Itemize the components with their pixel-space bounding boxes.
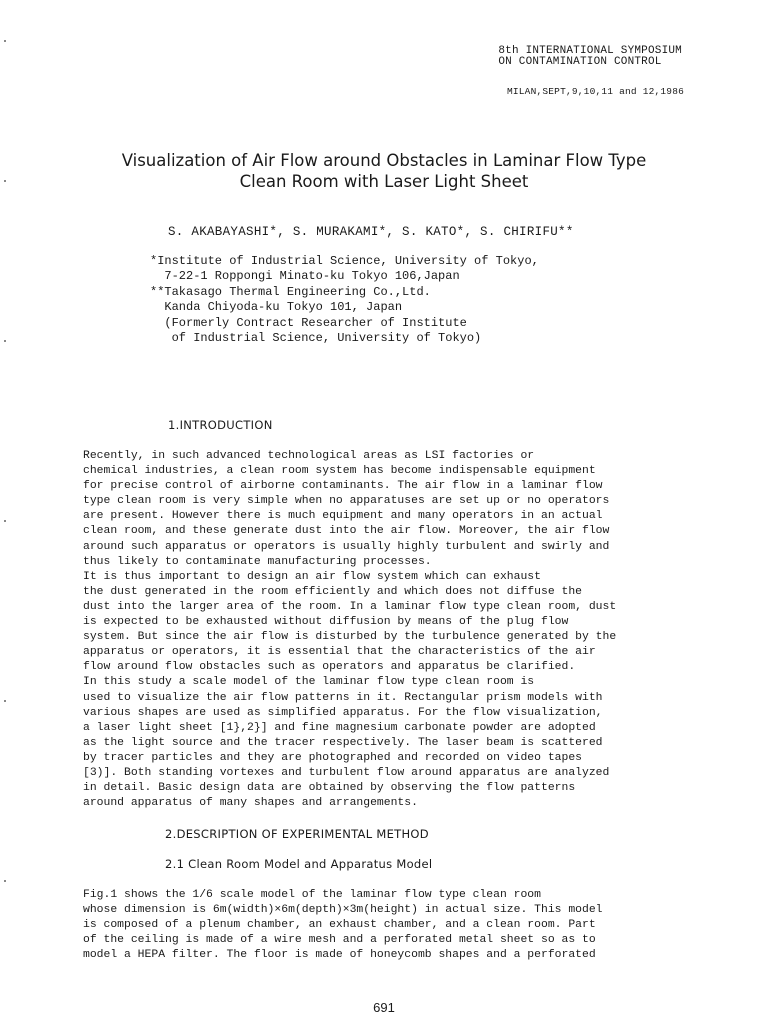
text-line: Recently, in such advanced technological areas as LSI factories or [83, 450, 535, 462]
section-heading-introduction: 1.INTRODUCTION [168, 418, 273, 432]
subsection-heading-clean-room-model: 2.1 Clean Room Model and Apparatus Model [165, 857, 433, 871]
section-heading-experimental-method: 2.DESCRIPTION OF EXPERIMENTAL METHOD [165, 827, 429, 841]
header-line-1: 8th INTERNATIONAL SYMPOSIUM [498, 45, 682, 57]
affiliation-line: Kanda Chiyoda-ku Tokyo 101, Japan [150, 300, 403, 315]
affiliation-line: **Takasago Thermal Engineering Co.,Ltd. [150, 284, 431, 299]
text-line: chemical industries, a clean room system has become indispensable equipment [83, 465, 596, 478]
text-line: thus likely to contaminate manufacturing processes. [83, 555, 432, 568]
symposium-header [498, 46, 682, 68]
scan-margin-mark [4, 340, 6, 342]
text-line: a laser light sheet [1},2}] and fine magnesium carbonate powder are adopted [83, 721, 596, 734]
text-line: flow around flow obstacles such as operators and apparatus be clarified. [83, 661, 576, 674]
title-line-1: Visualization of Air Flow around Obstacles in Laminar Flow Type [121, 151, 647, 170]
text-line: the dust generated in the room efficiently and which does not diffuse the [83, 585, 582, 598]
text-line: used to visualize the air flow patterns in it. Rectangular prism models with [83, 691, 603, 704]
method-body [83, 888, 681, 963]
scan-margin-mark [4, 700, 6, 702]
affiliation-line: (Formerly Contract Researcher of Institute [150, 315, 467, 330]
text-line: [3)]. Both standing vortexes and turbulent flow around apparatus are analyzed [83, 766, 610, 779]
affiliation-line: of Industrial Science, University of Tokyo) [150, 331, 482, 346]
text-line: Fig.1 shows the 1/6 scale model of the laminar flow type clean room [83, 889, 541, 901]
scan-margin-mark [4, 880, 6, 882]
scan-margin-mark [4, 520, 6, 522]
page-number: 691 [373, 1000, 395, 1015]
author-list: S. AKABAYASHI*, S. MURAKAMI*, S. KATO*, S. CHIRIFU** [168, 225, 574, 239]
text-line: In this study a scale model of the laminar flow type clean room is [83, 676, 535, 689]
text-line: system. But since the air flow is disturbed by the turbulence generated by the [83, 631, 617, 644]
text-line: for precise control of airborne contaminants. The air flow in a laminar flow [83, 480, 603, 493]
text-line: around such apparatus or operators is usually highly turbulent and swirly and [83, 540, 610, 553]
dateline: MILAN,SEPT,9,10,11 and 12,1986 [506, 86, 684, 97]
scan-margin-mark [4, 180, 6, 182]
header-line-2: ON CONTAMINATION CONTROL [498, 56, 662, 68]
text-line: whose dimension is 6m(width)×6m(depth)×3m(height) in actual size. This model [83, 904, 603, 917]
text-line: of the ceiling is made of a wire mesh and a perforated metal sheet so as to [83, 934, 596, 947]
text-line: by tracer particles and they are photographed and recorded on video tapes [83, 751, 582, 764]
paper-title [60, 150, 708, 192]
text-line: various shapes are used as simplified apparatus. For the flow visualization, [83, 706, 603, 719]
text-line: clean room, and these generate dust into the air flow. Moreover, the air flow [83, 525, 610, 538]
text-line: is composed of a plenum chamber, an exhaust chamber, and a clean room. Part [83, 919, 596, 932]
text-line: apparatus or operators, it is essential that the characteristics of the air [83, 646, 596, 659]
scan-margin-mark [4, 40, 6, 42]
text-line: model a HEPA filter. The floor is made of honeycomb shapes and a perforated [83, 949, 596, 962]
affiliation-line: 7-22-1 Roppongi Minato-ku Tokyo 106,Japan [150, 269, 460, 284]
text-line: around apparatus of many shapes and arrangements. [83, 797, 418, 810]
text-line: as the light source and the tracer respectively. The laser beam is scattered [83, 736, 603, 749]
affiliation-line: *Institute of Industrial Science, University of Tokyo, [150, 254, 539, 268]
text-line: in detail. Basic design data are obtained by observing the flow patterns [83, 782, 576, 795]
text-line: is expected to be exhausted without diffusion by means of the plug flow [83, 616, 569, 629]
text-line: dust into the larger area of the room. In a laminar flow type clean room, dust [83, 600, 617, 613]
text-line: are present. However there is much equipment and many operators in an actual [83, 510, 603, 523]
text-line: It is thus important to design an air flow system which can exhaust [83, 570, 541, 583]
title-line-2: Clean Room with Laser Light Sheet [239, 172, 529, 191]
affiliations [150, 254, 539, 346]
text-line: type clean room is very simple when no apparatuses are set up or no operators [83, 495, 610, 508]
introduction-body [83, 449, 681, 811]
